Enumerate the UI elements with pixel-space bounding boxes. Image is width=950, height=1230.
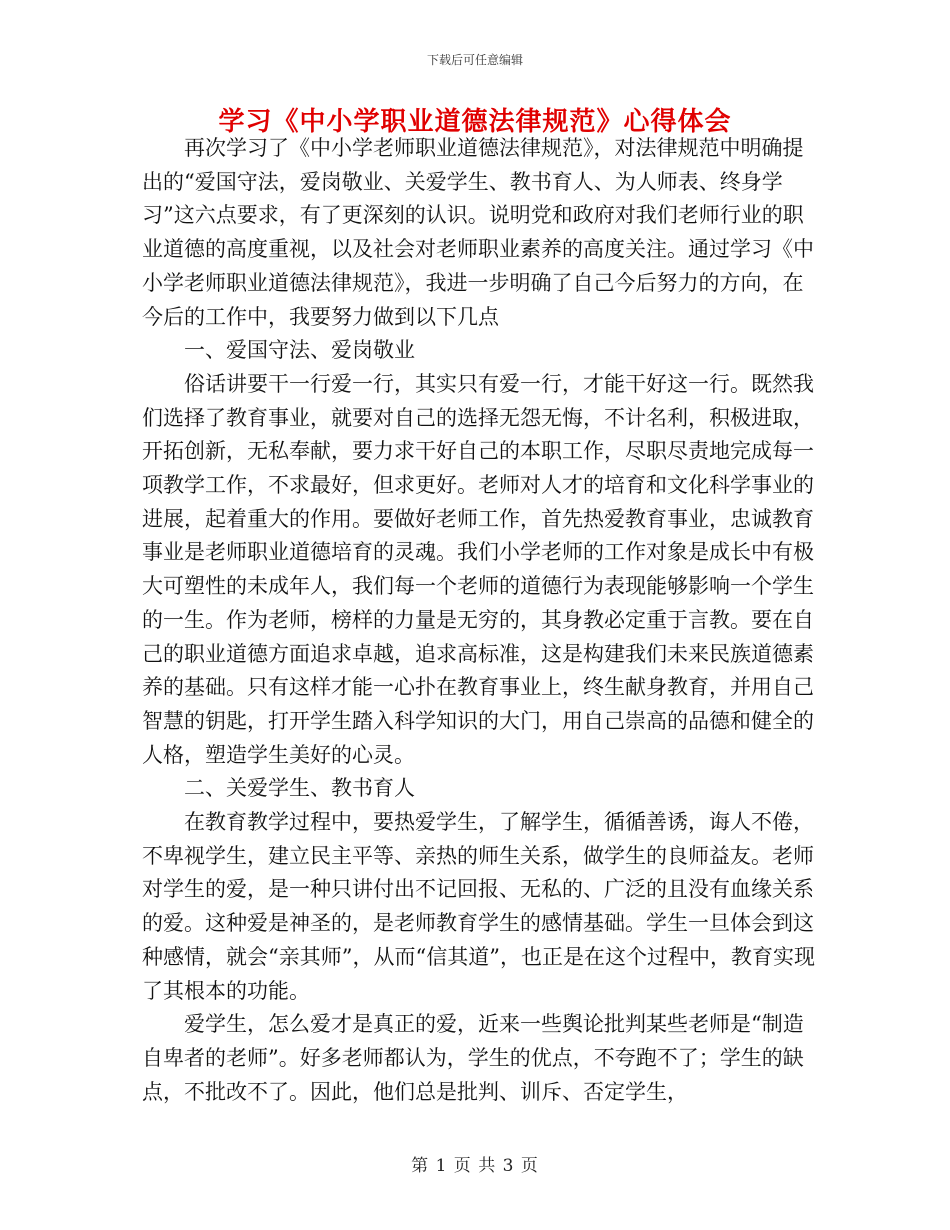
page-header: 下载后可任意编辑	[426, 53, 523, 67]
paragraph-section-2-continued: 爱学生，怎么爱才是真正的爱，近来一些舆论批判某些老师是“制造自卑者的老师”。好多老师都认为，学生的优点，不夸跑不了；学生的缺点，不批改不了。因此，他们总是批判、训斥、否定学生，	[142, 1012, 804, 1104]
document-body	[142, 132, 822, 1109]
section-heading-1: 一、爱国守法、爱岗敬业	[184, 338, 415, 363]
section-heading-2: 二、关爱学生、教书育人	[184, 776, 415, 801]
document-title: 学习《中小学职业道德法律规范》心得体会	[218, 107, 732, 137]
paragraph-section-2: 在教育教学过程中，要热爱学生，了解学生，循循善诱，诲人不倦，不卑视学生，建立民主平等、亲热的师生关系，做学生的良师益友。老师对学生的爱，是一种只讲付出不记回报、无私的、广泛的且没有血缘关系的爱。这种爱是神圣的，是老师教育学生的感情基础。学生一旦体会到这种感情，就会“亲其师”，从而“信其道”，也正是在这个过程中，教育实现了其根本的功能。	[142, 810, 815, 1003]
paragraph-intro: 再次学习了《中小学老师职业道德法律规范》，对法律规范中明确提出的“爱国守法，爱岗敬业、关爱学生、教书育人、为人师表、终身学习”这六点要求，有了更深刻的认识。说明党和政府对我们老师行业的职业道德的高度重视，以及社会对老师职业素养的高度关注。通过学习《中小学老师职业道德法律规范》，我进一步明确了自己今后努力的方向，在今后的工作中，我要努力做到以下几点	[142, 136, 814, 329]
page-number-footer: 第 1 页 共 3 页	[411, 1156, 539, 1176]
paragraph-section-1: 俗话讲要干一行爱一行，其实只有爱一行，才能干好这一行。既然我们选择了教育事业，就要对自己的选择无怨无悔，不计名利，积极进取，开拓创新，无私奉献，要力求干好自己的本职工作，尽职尽责地完成每一项教学工作，不求最好，但求更好。老师对人才的培育和文化科学事业的进展，起着重大的作用。要做好老师工作，首先热爱教育事业，忠诚教育事业是老师职业道德培育的灵魂。我们小学老师的工作对象是成长中有极大可塑性的未成年人，我们每一个老师的道德行为表现能够影响一个学生的一生。作为老师，榜样的力量是无穷的，其身教必定重于言教。要在自己的职业道德方面追求卓越，追求高标准，这是构建我们未来民族道德素养的基础。只有这样才能一心扑在教育事业上，终生献身教育，并用自己智慧的钥匙，打开学生踏入科学知识的大门，用自己崇高的品德和健全的人格，塑造学生美好的心灵。	[142, 371, 814, 767]
